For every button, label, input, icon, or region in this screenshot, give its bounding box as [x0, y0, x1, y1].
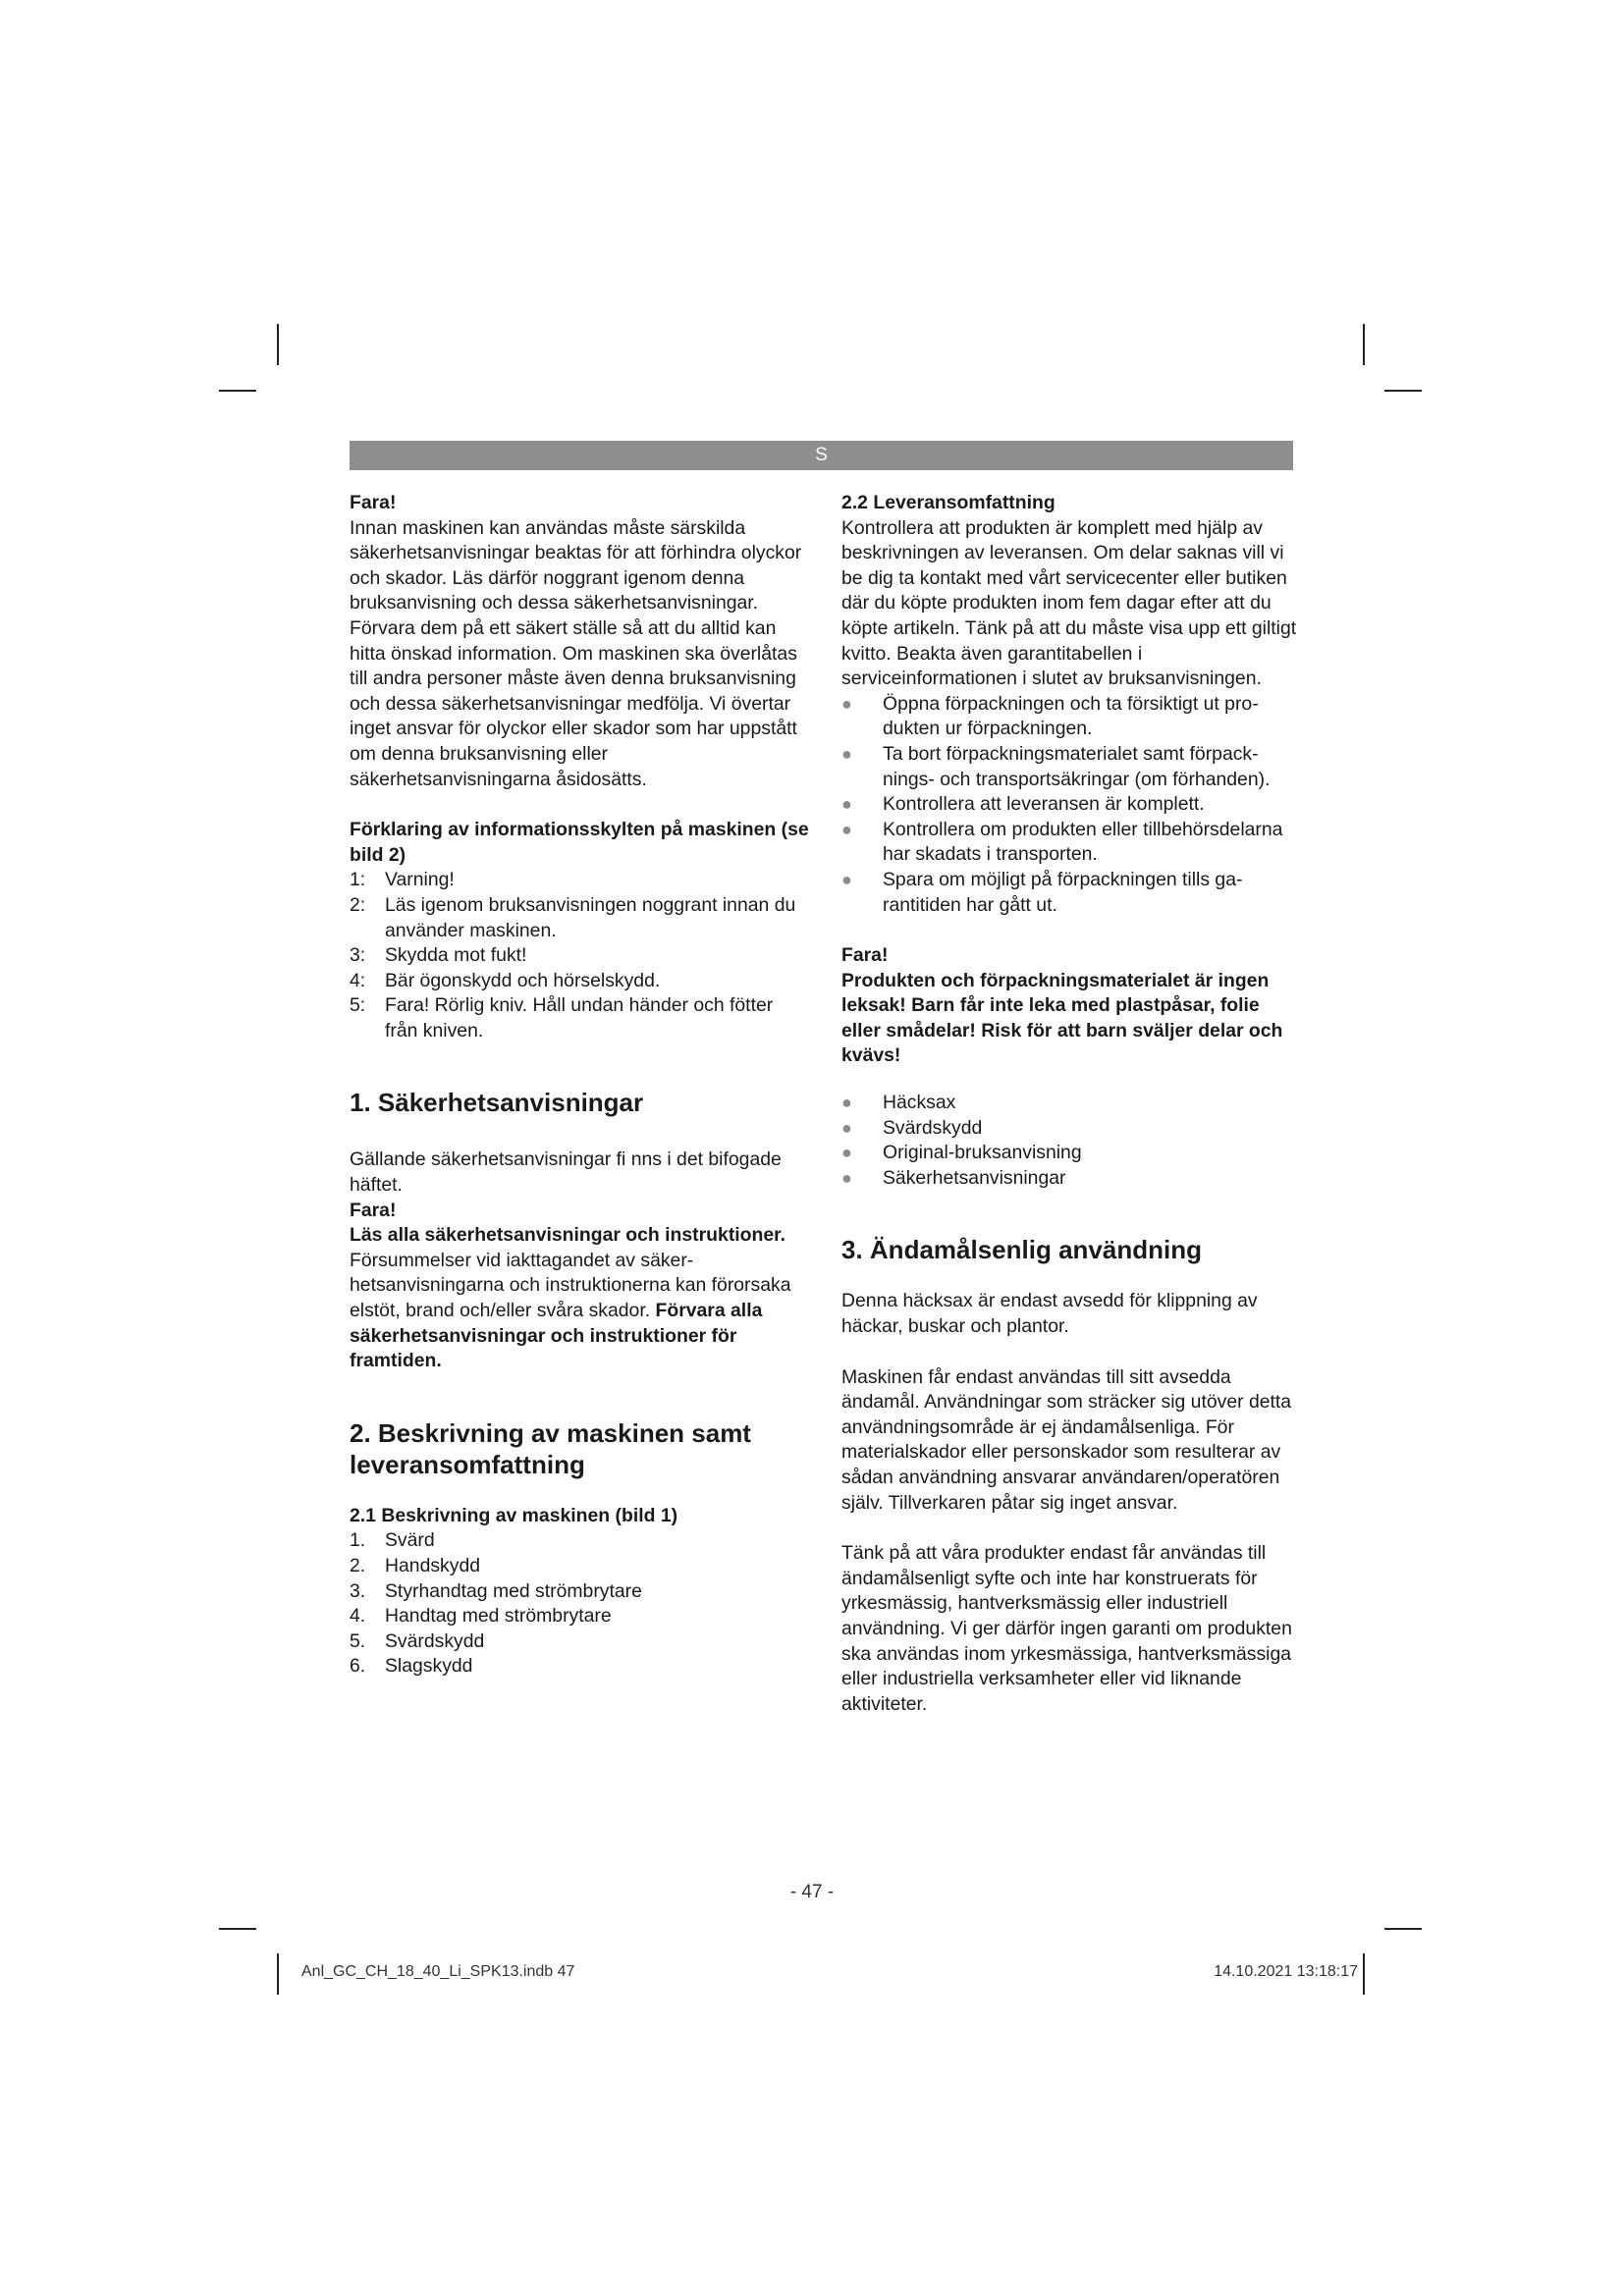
- crop-mark-top-left-vertical: [277, 324, 279, 365]
- footer-datetime: 14.10.2021 13:18:17: [1214, 1963, 1358, 1980]
- list-item: ● Ta bort förpackningsmaterialet samt förpacknings- och transportsäkringar (om förhanden).: [841, 742, 1271, 790]
- warning-bold-text: Förvara alla säkerhetsanvisningar och instruktioner för framtiden.: [350, 1300, 763, 1372]
- page-number: - 47 -: [789, 1882, 835, 1902]
- danger-paragraph: Produkten och förpackningsmaterialet är ingen leksak! Barn får inte leka med plastpåsar, folie eller smådelar! Risk för att barn sväljer delar och kvävs!: [841, 969, 1283, 1067]
- section-1-title: 1. Säkerhetsanvisningar: [350, 1088, 644, 1118]
- crop-mark-bottom-right-horizontal: [1384, 1928, 1422, 1930]
- section-3-paragraph-3: Tänk på att våra produkter endast får användas till ändamålsenligt syfte och inte har konstruerats för yrkesmässig, hantverksmässig eller industriell användning. Vi ger därför ingen garanti om produkten ska användas inom yrkesmässiga, hantverksmässiga eller industriella verksamheter eller vid liknande aktiviteter.: [841, 1542, 1292, 1715]
- list-item: ● Kontrollera om produkten eller tillbehörsdelarna har skadats i transporten.: [841, 818, 1283, 866]
- list-item: ● Kontrollera att leveransen är komplett.: [841, 792, 1301, 818]
- section-1-warning-paragraph: [350, 1223, 809, 1374]
- label-explanation-heading: Förklaring av informationsskylten på maskinen (se bild 2): [350, 819, 809, 866]
- list-item: ● Häcksax: [841, 1091, 1301, 1116]
- crop-mark-top-left-horizontal: [219, 390, 256, 392]
- list-item: 2. Handskydd: [350, 1555, 481, 1576]
- label-list: [350, 868, 809, 1043]
- list-item: ● Svärdskydd: [841, 1116, 1301, 1142]
- delivery-contents-list: [841, 1091, 1301, 1191]
- language-code: S: [815, 445, 828, 465]
- parts-list: [350, 1528, 809, 1680]
- list-item: 1: Varning!: [350, 869, 455, 891]
- list-item: 4. Handtag med strömbrytare: [350, 1605, 612, 1628]
- crop-mark-top-right-horizontal: [1384, 390, 1422, 392]
- list-item: 3. Styrhandtag med strömbrytare: [350, 1579, 642, 1602]
- bullet-icon: ●: [841, 869, 852, 889]
- list-item: ● Öppna förpackningen och ta försiktigt ut produkten ur förpackningen.: [841, 692, 1259, 740]
- section-1-paragraph: Gällande säkerhetsanvisningar fi nns i det bifogade häftet.: [350, 1148, 782, 1197]
- list-item: 2: Läs igenom bruksanvisningen noggrant innan du använder maskinen.: [350, 893, 796, 941]
- list-item: 6. Slagskydd: [350, 1655, 473, 1678]
- list-item: 3: Skydda mot fukt!: [350, 944, 527, 967]
- crop-mark-top-right-vertical: [1363, 324, 1365, 365]
- right-column: [841, 491, 1301, 1717]
- footer-file-name: Anl_GC_CH_18_40_Li_SPK13.indb 47: [301, 1963, 575, 1980]
- list-item: 5: Fara! Rörlig kniv. Håll undan händer och fötter från kniven.: [350, 994, 774, 1041]
- bullet-icon: ●: [841, 1093, 852, 1113]
- warning-text: Försummelser vid iakttagandet av säkerhetsanvisningarna och instruktionerna kan förorsaka elstöt, brand och/eller svåra skador.: [350, 1249, 791, 1322]
- list-item: 4: Bär ögonskydd och hörselskydd.: [350, 969, 661, 991]
- list-item: 5. Svärdskydd: [350, 1629, 485, 1652]
- list-item: ● Original-bruksanvisning: [841, 1141, 1301, 1166]
- bullet-icon: ●: [841, 693, 852, 714]
- bullet-icon: ●: [841, 743, 852, 764]
- crop-mark-bottom-right-vertical: [1363, 1953, 1365, 1995]
- section-3-paragraph-2: Maskinen får endast användas till sitt avsedda ändamål. Användningar som sträcker sig utöver detta användningsområde är ej ändamålsenliga. För materialskador eller personskador som resulterar av sådan användning ansvarar användaren/operatören själv. Tillverkaren påtar sig inget ansvar.: [841, 1365, 1292, 1514]
- danger-heading: Fara!: [841, 944, 889, 967]
- section-2-2-title: 2.2 Leveransomfattning: [841, 492, 1056, 513]
- warning-bold-text: Läs alla säkerhetsanvisningar och instruktioner.: [350, 1224, 785, 1247]
- bullet-icon: ●: [841, 794, 852, 815]
- language-header-bar: [350, 441, 1293, 470]
- bullet-icon: ●: [841, 1117, 852, 1138]
- crop-mark-bottom-left-vertical: [277, 1953, 279, 1995]
- danger-paragraph: Innan maskinen kan användas måste särskilda säkerhetsanvisningar beaktas för att förhindra olyckor och skador. Läs därför noggrant igenom denna bruksanvisning och dessa säkerhetsanvisningar. Förvara dem på ett säkert ställe så att du alltid kan hitta önskad information. Om maskinen ska överlåtas till andra personer måste även denna bruksanvisning och dessa säkerhetsanvisningar medfölja. Vi övertar inget ansvar för olyckor eller skador som har uppstått om denna bruksanvisning eller säkerhetsanvisningarna åsidosätts.: [350, 516, 802, 790]
- section-1-danger-heading: Fara!: [350, 1199, 397, 1221]
- bullet-icon: ●: [841, 1143, 852, 1163]
- section-3-title: 3. Ändamålsenlig användning: [841, 1235, 1202, 1265]
- danger-heading: Fara!: [350, 492, 397, 513]
- list-item: 1. Svärd: [350, 1529, 435, 1552]
- crop-mark-bottom-left-horizontal: [219, 1928, 256, 1930]
- section-2-1-title: 2.1 Beskrivning av maskinen (bild 1): [350, 1504, 678, 1526]
- section-2-2-paragraph: Kontrollera att produkten är komplett med hjälp av beskrivningen av leveransen. Om delar saknas vill vi be dig ta kontakt med vårt servicecenter eller butiken där du köpte produkten inom fem dagar efter att du köpte artikeln. Tänk på att du måste visa upp ett giltigt kvitto. Beakta även garantitabellen i serviceinformationen i slutet av bruksanvisningen.: [841, 516, 1297, 690]
- section-3-paragraph-1: Denna häcksax är endast avsedd för klippning av häckar, buskar och plantor.: [841, 1290, 1258, 1338]
- section-2-title: 2. Beskrivning av maskinen samt leveransomfattning: [350, 1417, 751, 1479]
- list-item: ● Spara om möjligt på förpackningen tills garantitiden har gått ut.: [841, 868, 1243, 916]
- bullet-icon: ●: [841, 819, 852, 839]
- left-column: [350, 491, 809, 1680]
- unpacking-steps-list: [841, 692, 1301, 918]
- list-item: ● Säkerhetsanvisningar: [841, 1166, 1301, 1192]
- bullet-icon: ●: [841, 1167, 852, 1188]
